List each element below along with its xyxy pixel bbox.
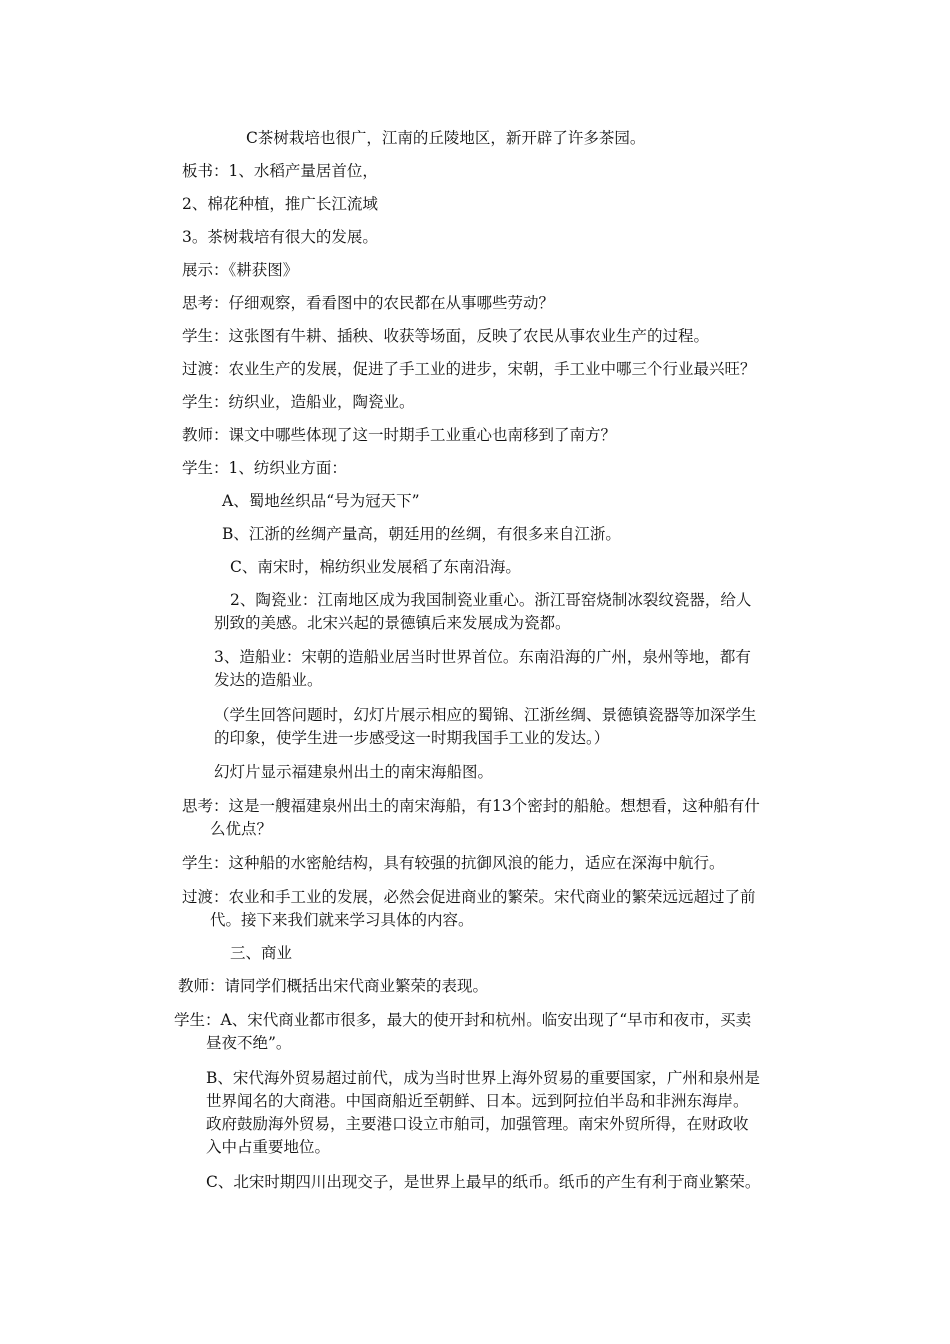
text-line: 板书：1、水稻产量居首位， (182, 162, 378, 180)
text-line: B、江浙的丝绸产量高，朝廷用的丝绸，有很多来自江浙。 (222, 525, 621, 543)
text-line: 3。茶树栽培有很大的发展。 (182, 228, 378, 246)
text-line: 学生：A、宋代商业都市很多，最大的使开封和杭州。临安出现了“早市和夜市，买卖 (174, 1011, 752, 1029)
text-line: 的印象，使学生进一步感受这一时期我国手工业的发达。） (214, 729, 610, 747)
text-line: 学生：这张图有牛耕、插秧、收获等场面，反映了农民从事农业生产的过程。 (182, 327, 710, 345)
text-line: 教师：课文中哪些体现了这一时期手工业重心也南移到了南方？ (182, 426, 617, 444)
text-line: 发达的造船业。 (214, 671, 323, 689)
text-line: 学生：这种船的水密舱结构，具有较强的抗御风浪的能力，适应在深海中航行。 (182, 854, 725, 872)
section-heading: 三、商业 (230, 944, 293, 962)
text-line: 学生：1、纺织业方面： (182, 459, 347, 477)
text-line: B、宋代海外贸易超过前代，成为当时世界上海外贸易的重要国家，广州和泉州是 (206, 1069, 760, 1087)
text-line: 政府鼓励海外贸易，主要港口设立市舶司，加强管理。南宋外贸所得，在财政收 (206, 1115, 749, 1133)
text-line: 代。接下来我们就来学习具体的内容。 (210, 911, 474, 929)
text-line: C茶树栽培也很广，江南的丘陵地区，新开辟了许多茶园。 (246, 129, 646, 147)
text-line: C、北宋时期四川出现交子，是世界上最早的纸币。纸币的产生有利于商业繁荣。 (206, 1173, 761, 1191)
text-line: 别致的美感。北宋兴起的景德镇后来发展成为瓷都。 (214, 614, 571, 632)
text-line: 学生：纺织业，造船业，陶瓷业。 (182, 393, 415, 411)
text-line: 2、棉花种植，推广长江流域 (182, 195, 378, 213)
text-line: 入中占重要地位。 (206, 1138, 331, 1156)
text-line: C、南宋时，棉纺织业发展稻了东南沿海。 (230, 558, 521, 576)
text-line: 3、造船业：宋朝的造船业居当时世界首位。东南沿海的广州，泉州等地，都有 (214, 648, 751, 666)
text-line: 展示：《耕获图》 (182, 261, 299, 279)
text-line: 教师：请同学们概括出宋代商业繁荣的表现。 (178, 977, 489, 995)
text-line: 过渡：农业生产的发展，促进了手工业的进步，宋朝，手工业中哪三个行业最兴旺？ (182, 360, 756, 378)
text-line: 幻灯片显示福建泉州出土的南宋海船图。 (214, 763, 494, 781)
text-line: 么优点？ (210, 820, 273, 838)
text-line: （学生回答问题时，幻灯片展示相应的蜀锦、江浙丝绸、景德镇瓷器等加深学生 (214, 706, 757, 724)
text-line: A、蜀地丝织品“号为冠天下” (222, 492, 420, 510)
text-line: 过渡：农业和手工业的发展，必然会促进商业的繁荣。宋代商业的繁荣远远超过了前 (182, 888, 756, 906)
text-line: 2、陶瓷业：江南地区成为我国制瓷业重心。浙江哥窑烧制冰裂纹瓷器，给人 (230, 591, 752, 609)
text-line: 昼夜不绝”。 (206, 1034, 292, 1052)
text-line: 思考：仔细观察，看看图中的农民都在从事哪些劳动？ (182, 294, 555, 312)
text-line: 思考：这是一艘福建泉州出土的南宋海船，有13个密封的船舱。想想看，这种船有什 (182, 797, 760, 815)
text-line: 世界闻名的大商港。中国商船近至朝鲜、日本。远到阿拉伯半岛和非洲东海岸。 (206, 1092, 749, 1110)
